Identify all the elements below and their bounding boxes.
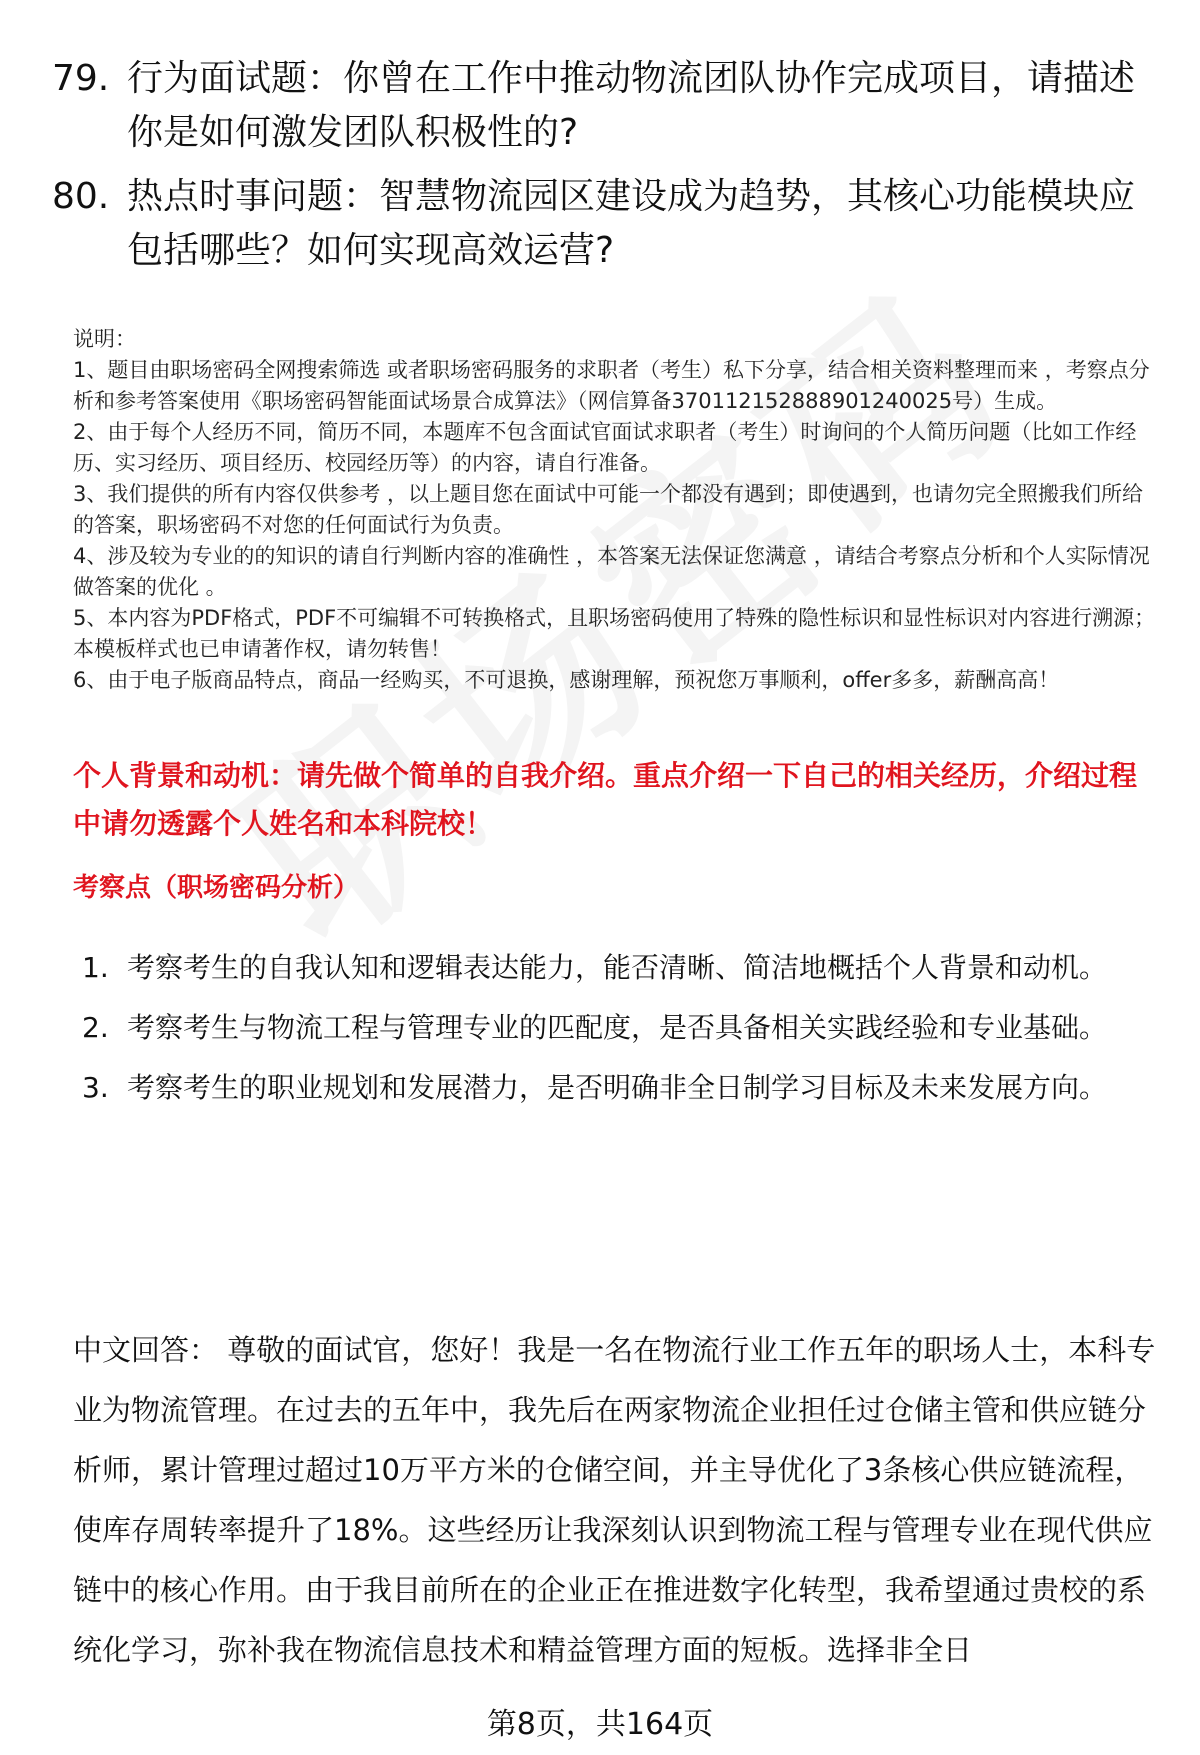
list-item-text: 考察考生的自我认知和逻辑表达能力，能否清晰、简洁地概括个人背景和动机。	[127, 951, 1108, 984]
list-item	[82, 938, 1142, 998]
analysis-title: 考察点（职场密码分析）	[73, 873, 360, 903]
question-text: 热点时事问题：智慧物流园区建设成为趋势，其核心功能模块应包括哪些？如何实现高效运营?	[127, 176, 1136, 271]
note-item: 3、我们提供的所有内容仅供参考 ，以上题目您在面试中可能一个都没有遇到；即使遇到，也请勿完全照搬我们所给的答案，职场密码不对您的任何面试行为负责。	[73, 482, 1144, 537]
question-number: 79.	[52, 58, 110, 99]
note-item: 4、涉及较为专业的的知识的请自行判断内容的准确性 ，本答案无法保证您满意 ，请结合考察点分析和个人实际情况做答案的优化 。	[73, 544, 1150, 599]
question-text: 行为面试题：你曾在工作中推动物流团队协作完成项目，请描述你是如何激发团队积极性的?	[127, 58, 1136, 153]
list-item-number: 2.	[82, 1011, 109, 1044]
note-item: 6、由于电子版商品特点，商品一经购买，不可退换，感谢理解，预祝您万事顺利，offer多多，薪酬高高！	[73, 668, 1060, 692]
notes-title: 说明：	[73, 327, 136, 351]
question-number: 80.	[52, 176, 110, 217]
page-footer: 第8页，共164页	[486, 1707, 714, 1742]
list-item-number: 1.	[82, 951, 109, 984]
notes-block	[73, 324, 1163, 696]
note-item: 2、由于每个人经历不同，简历不同，本题库不包含面试官面试求职者（考生）时询问的个人简历问题（比如工作经历、实习经历、项目经历、校园经历等）的内容，请自行准备。	[73, 420, 1137, 475]
analysis-points-list	[82, 938, 1142, 1118]
note-item: 1、题目由职场密码全网搜索筛选 或者职场密码服务的求职者（考生）私下分享，结合相关资料整理而来 ，考察点分析和参考答案使用《职场密码智能面试场景合成算法》（网信算备370112152888901240025号）生成。	[73, 358, 1150, 413]
question-80	[52, 170, 1152, 278]
question-79	[52, 52, 1152, 160]
list-item-text: 考察考生与物流工程与管理专业的匹配度，是否具备相关实践经验和专业基础。	[127, 1011, 1108, 1044]
list-item-number: 3.	[82, 1071, 109, 1104]
answer-paragraph: 中文回答： 尊敬的面试官，您好！我是一名在物流行业工作五年的职场人士，本科专业为物流管理。在过去的五年中，我先后在两家物流企业担任过仓储主管和供应链分析师，累计管理过超过10万平方米的仓储空间，并主导优化了3条核心供应链流程，使库存周转率提升了18%。这些经历让我深刻认识到物流工程与管理专业在现代供应链中的核心作用。由于我目前所在的企业正在推进数字化转型，我希望通过贵校的系统化学习，弥补我在物流信息技术和精益管理方面的短板。选择非全日	[73, 1333, 1156, 1667]
list-item	[82, 1058, 1142, 1118]
list-item	[82, 998, 1142, 1058]
section-heading: 个人背景和动机：请先做个简单的自我介绍。重点介绍一下自己的相关经历，介绍过程中请勿透露个人姓名和本科院校！	[73, 759, 1138, 840]
list-item-text: 考察考生的职业规划和发展潜力，是否明确非全日制学习目标及未来发展方向。	[127, 1071, 1108, 1104]
note-item: 5、本内容为PDF格式，PDF不可编辑不可转换格式，且职场密码使用了特殊的隐性标识和显性标识对内容进行溯源；本模板样式也已申请著作权，请勿转售！	[73, 606, 1156, 661]
